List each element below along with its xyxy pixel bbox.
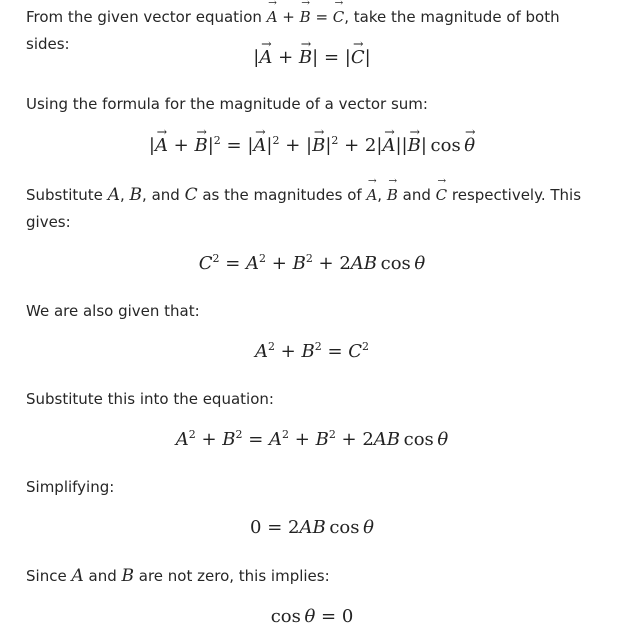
also-given-paragraph: We are also given that: (26, 302, 200, 320)
since-paragraph: Since A and B are not zero, this implies: (26, 566, 330, 586)
equation-pythagorean: $A^2 + B^2 = C^2$ (254, 340, 370, 362)
equation-magnitude-formula: |→ A + → $B|^2$ = |→ $A|^2$ + |→ $B|^2 + 2|\to A||\to B|$ cos → θ (0, 134, 624, 158)
equation-law-of-cosines: $C^2 = A^2 + B^2 + 2AB$ cos θ (198, 252, 426, 274)
equation-magnitude: |→ A + → B| = |→ C| (0, 46, 624, 70)
vector-A: → A (267, 4, 278, 31)
intro-paragraph: From the given vector equation → A + → B = → C, take the magnitude of both sides: (26, 4, 606, 58)
vector-C: → C (333, 4, 344, 31)
formula-intro-paragraph: Using the formula for the magnitude of a vector sum: (26, 95, 428, 113)
simplifying-paragraph: Simplifying: (26, 478, 115, 496)
substitute-into-paragraph: Substitute this into the equation: (26, 390, 274, 408)
equation-substituted: $A^2 + B^2 = A^2 + B^2 + 2AB$ cos θ (175, 428, 449, 450)
equation-simplified: 0 = 2AB cos θ (250, 517, 374, 538)
vector-B: → B (300, 4, 311, 31)
substitute-paragraph: Substitute A, B, and C as the magnitudes of → A, → B and → C respectively. This gives: (26, 182, 606, 236)
equation-result: cos θ = 0 (270, 606, 354, 627)
